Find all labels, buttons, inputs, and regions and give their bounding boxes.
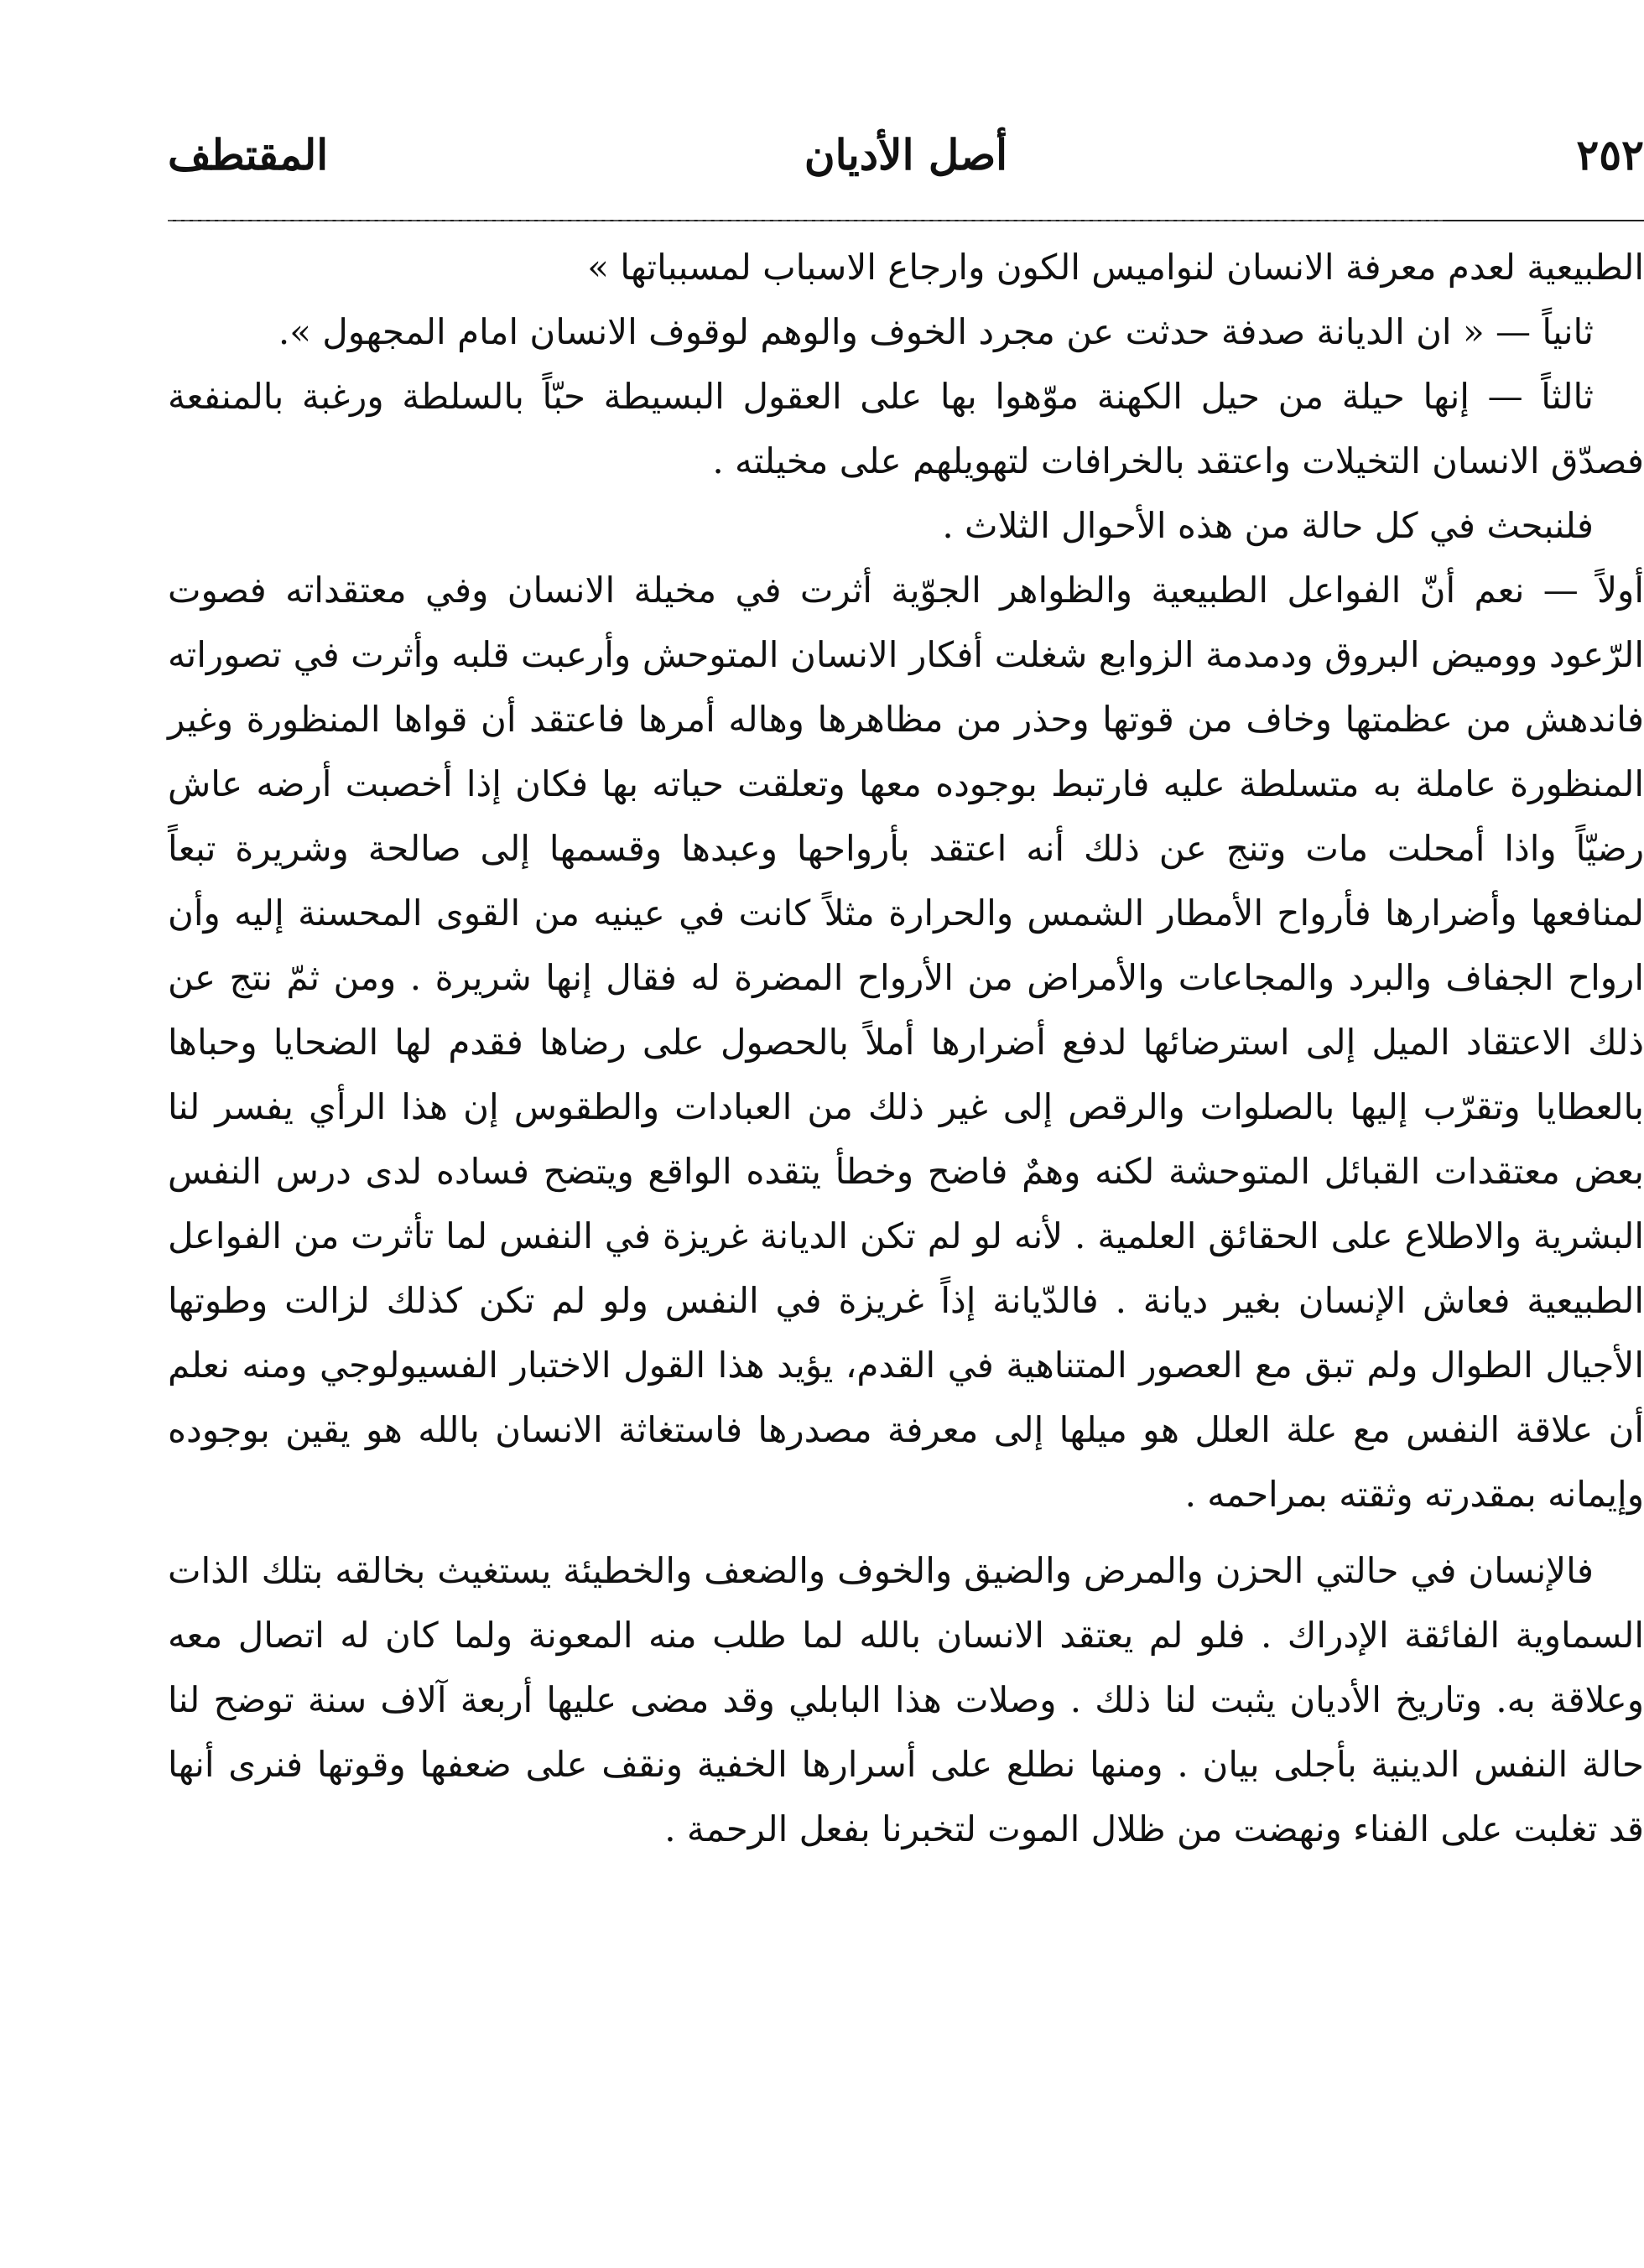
paragraph-examine: فلنبحث في كل حالة من هذه الأحوال الثلاث . [942,505,1594,546]
page [168,109,1644,1849]
header-rule [168,220,1644,221]
running-title: أصل الأديان [804,130,1008,179]
journal-name: المقتطف [168,130,329,179]
page-header [168,109,1644,201]
page-number: ٢٥٢ [1576,130,1644,179]
article-body [168,235,1644,1861]
paragraph-first-discussion: أولاً — نعم أنّ الفواعل الطبيعية والظواهر الجوّية أثرت في مخيلة الانسان وفي معتقداته فصوت الرّعود ووميض البروق ودمدمة الزوابع شغلت أفكار الانسان المتوحش وأرعبت قلبه وأثرت في تصوراته فاندهش من عظمتها وخاف من قوتها وحذر من مظاهرها وهاله أمرها فاعتقد أن قواها المنظورة وغير المنظورة عاملة به متسلطة عليه فارتبط بوجوده معها وتعلقت حياته بها فكان إذا أخصبت أرضه عاش رضيّاً واذا أمحلت مات وتنج عن ذلك أنه اعتقد بأرواحها وعبدها وقسمها إلى صالحة وشريرة تبعاً لمنافعها وأضرارها فأرواح الأمطار الشمس والحرارة مثلاً كانت في عينيه من القوى المحسنة إليه وأن ارواح الجفاف والبرد والمجاعات والأمراض من الأرواح المضرة له فقال إنها شريرة . ومن ثمّ نتج عن ذلك الاعتقاد الميل إلى استرضائها لدفع أضرارها أملاً بالحصول على رضاها فقدم لها الضحايا وحباها بالعطايا وتقرّب إليها بالصلوات والرقص إلى غير ذلك من العبادات والطقوس إن هذا الرأي يفسر لنا بعض معتقدات القبائل المتوحشة لكنه وهمٌ فاضح وخطأ يتقده الواقع ويتضح فساده لدى درس النفس البشرية والاطلاع على الحقائق العلمية . لأنه لو لم تكن الديانة غريزة في النفس لما تأثرت من الفواعل الطبيعية فعاش الإنسان بغير ديانة . فالدّيانة إذاً غريزة في النفس ولو لم تكن كذلك لزالت وطوتها الأجيال الطوال ولم تبق مع العصور المتناهية في القدم، يؤيد هذا القول الاختبار الفسيولوجي ومنه نعلم أن علاقة النفس مع علة العلل هو ميلها إلى معرفة مصدرها فاستغاثة الانسان بالله هو يقين بوجوده وإيمانه بمقدرته وثقته بمراحمه . [168,570,1644,1515]
paragraph-second-theory: ثانياً — « ان الديانة صدفة حدثت عن مجرد الخوف والوهم لوقوف الانسان امام المجهول ». [278,311,1594,352]
paragraph-third-theory: ثالثاً — إنها حيلة من حيل الكهنة موّهوا بها على العقول البسيطة حبّاً بالسلطة ورغبة بالمنفعة فصدّق الانسان التخيلات واعتقد بالخرافات لتهويلهم على مخيلته . [168,376,1644,481]
paragraph-human-appeal: فالإنسان في حالتي الحزن والمرض والضيق والخوف والضعف والخطيئة يستغيث بخالقه بتلك الذات السماوية الفائقة الإدراك . فلو لم يعتقد الانسان بالله لما طلب منه المعونة ولما كان له اتصال معه وعلاقة به. وتاريخ الأديان يثبت لنا ذلك . وصلات هذا البابلي وقد مضى عليها أربعة آلاف سنة توضح لنا حالة النفس الدينية بأجلى بيان . ومنها نطلع على أسرارها الخفية ونقف على ضعفها وقوتها فنرى أنها قد تغلبت على الفناء ونهضت من ظلال الموت لتخبرنا بفعل الرحمة . [168,1550,1644,1849]
paragraph-continuation: الطبيعية لعدم معرفة الانسان لنواميس الكون وارجاع الاسباب لمسبباتها » [587,247,1644,288]
